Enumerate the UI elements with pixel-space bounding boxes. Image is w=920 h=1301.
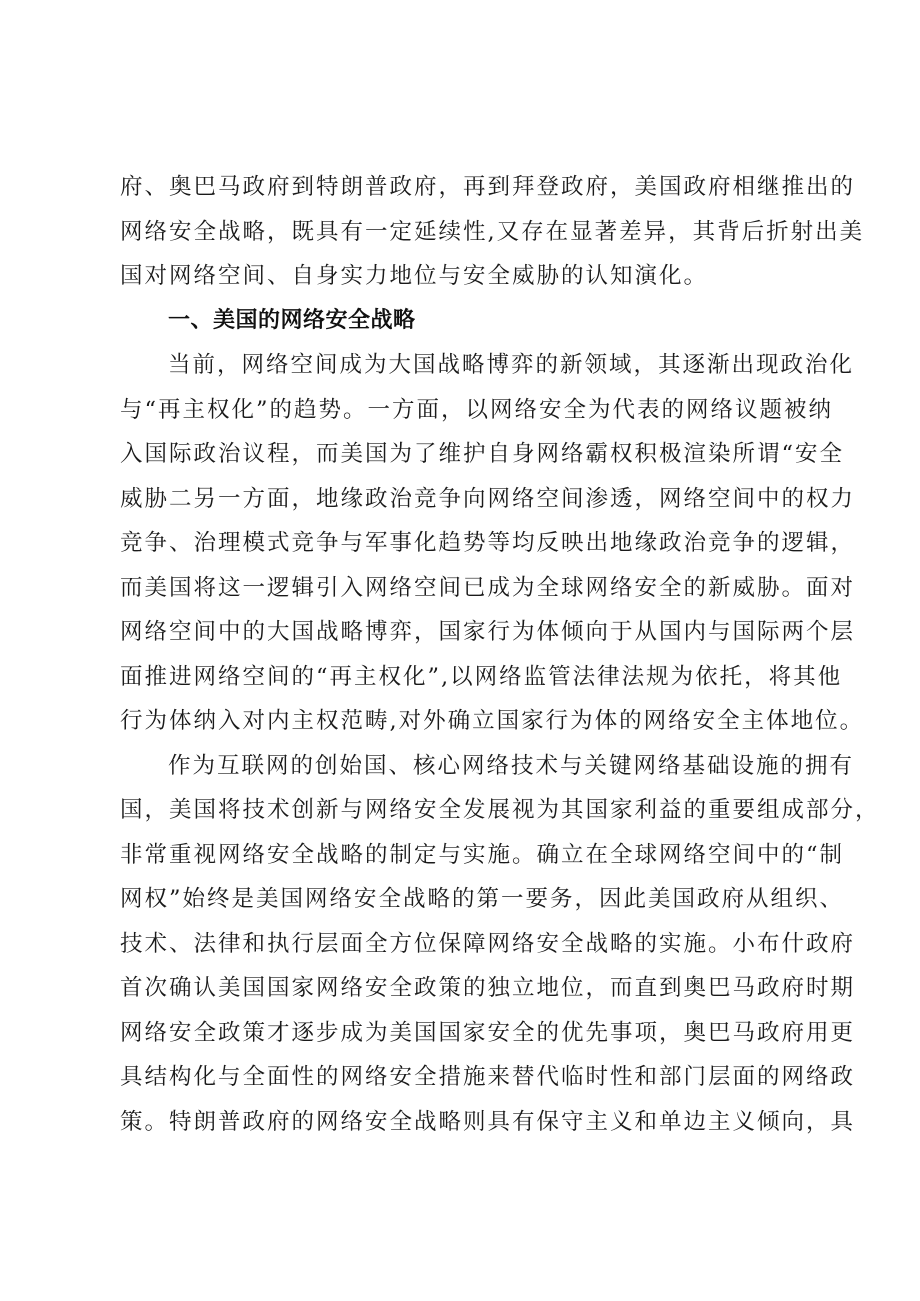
text-line: 技术、法律和执行层面全方位保障网络安全战略的实施。小布什政府	[120, 930, 856, 957]
intro-paragraph	[120, 165, 865, 299]
text-line: 国对网络空间、自身实力地位与安全威胁的认知演化。	[120, 263, 709, 289]
text-line: 威胁二另一方面，地缘政治竞争向网络空间渗透，网络空间中的权力	[120, 485, 856, 512]
paragraph-2	[120, 744, 880, 1145]
text-line: 当前，网络空间成为大国战略博弈的新领域，其逐渐出现政治化	[168, 352, 855, 378]
text-line: 行为体纳入对内主权范畴,对外确立国家行为体的网络安全主体地位。	[120, 708, 865, 734]
text-line: 竞争、治理模式竞争与军事化趋势等均反映出地缘政治竞争的逻辑，	[120, 530, 856, 556]
text-line: 而美国将这一逻辑引入网络空间已成为全球网络安全的新威胁。面对	[120, 574, 856, 601]
section-heading: 一、美国的网络安全战略	[168, 307, 416, 333]
text-line: 国，美国将技术创新与网络安全发展视为其国家利益的重要组成部分，	[120, 797, 880, 823]
document-body	[120, 165, 880, 1144]
text-line: 作为互联网的创始国、核心网络技术与关键网络基础设施的拥有	[168, 752, 855, 779]
text-line: 非常重视网络安全战略的制定与实施。确立在全球网络空间中的“制	[120, 841, 845, 868]
text-line: 具结构化与全面性的网络安全措施来替代临时性和部门层面的网络政	[120, 1064, 856, 1090]
text-line: 面推进网络空间的“再主权化”,以网络监管法律法规为依托，将其他	[120, 663, 843, 690]
text-line: 网络安全战略，既具有一定延续性,又存在显著差异，其背后折射出美	[120, 218, 865, 245]
text-line: 策。特朗普政府的网络安全战略则具有保守主义和单边主义倾向，具	[120, 1108, 856, 1135]
text-line: 与“再主权化”的趋势。一方面，以网络安全为代表的网络议题被纳	[120, 396, 834, 423]
text-line: 网权”始终是美国网络安全战略的第一要务，因此美国政府从组织、	[120, 886, 845, 912]
text-line: 首次确认美国国家网络安全政策的独立地位，而直到奥巴马政府时期	[120, 975, 856, 1001]
text-line: 网络安全政策才逐步成为美国国家安全的优先事项，奥巴马政府用更	[120, 1019, 856, 1046]
text-line: 府、奥巴马政府到特朗普政府，再到拜登政府，美国政府相继推出的	[120, 174, 856, 200]
text-line: 网络空间中的大国战略博弈，国家行为体倾向于从国内与国际两个层	[120, 619, 856, 645]
text-line: 入国际政治议程，而美国为了维护自身网络霸权积极渲染所谓“安全	[120, 441, 845, 467]
paragraph-1	[120, 343, 865, 744]
